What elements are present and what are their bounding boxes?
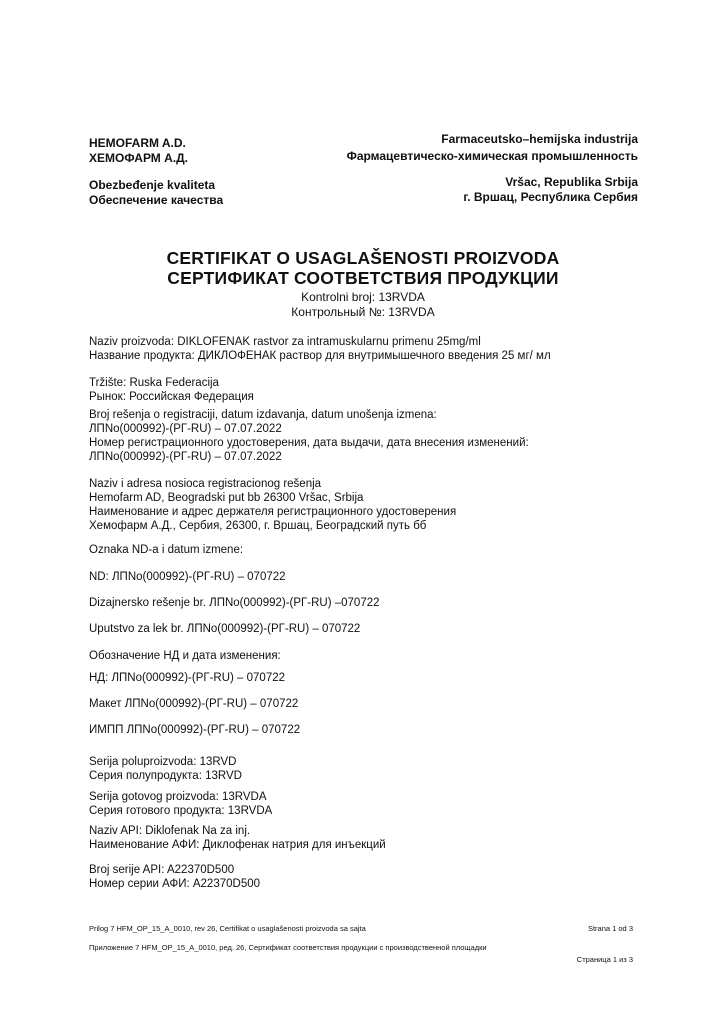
semi-product-batch-latin: Serija poluproizvoda: 13RVD (89, 756, 237, 768)
semi-product-batch-cyrillic: Серия полупродукта: 13RVD (89, 770, 242, 782)
holder-value-latin: Hemofarm AD, Beogradski put bb 26300 Vršac, Srbija (89, 492, 364, 504)
api-batch-cyrillic: Номер серии АФИ: A22370D500 (89, 878, 261, 890)
api-name-latin: Naziv API: Diklofenak Na za inj. (89, 825, 251, 837)
holder-value-cyrillic: Хемофарм А.Д., Сербия, 26300, г. Вршац, Београдский путь бб (89, 520, 427, 532)
product-name-cyrillic: Название продукта: ДИКЛОФЕНАК раствор для внутримышечного введения 25 мг/ мл (89, 350, 551, 362)
registration-label-cyrillic: Номер регистрационного удостоверения, дата выдачи, дата внесения изменений: (89, 437, 529, 449)
api-batch-latin: Broj serije API: A22370D500 (89, 864, 235, 876)
leaflet-latin: Uputstvo za lek br. ЛПNo(000992)-(РГ-RU) – 070722 (89, 623, 361, 635)
registration-label-latin: Broj rešenja o registraciji, datum izdavanja, datum unošenja izmena: (89, 409, 437, 421)
control-number-latin: Kontrolni broj: 13RVDA (301, 290, 425, 304)
industry-latin: Farmaceutsko–hemijska industrija (441, 132, 638, 146)
footer-reference-latin: Prilog 7 HFM_OP_15_A_0010, rev 26, Certifikat o usaglašenosti proizvoda sa sajta (89, 924, 366, 933)
nd-heading-latin: Oznaka ND-a i datum izmene: (89, 544, 244, 556)
product-name-latin: Naziv proizvoda: DIKLOFENAK rastvor za intramuskularnu primenu 25mg/ml (89, 336, 481, 348)
city-latin: Vršac, Republika Srbija (505, 175, 638, 189)
finished-product-batch-cyrillic: Серия готового продукта: 13RVDA (89, 805, 273, 817)
impp-cyrillic: ИМПП ЛПNo(000992)-(РГ-RU) – 070722 (89, 724, 301, 736)
company-name-latin: HEMOFARM A.D. (89, 136, 186, 150)
company-name-cyrillic: ХЕМОФАРМ А.Д. (89, 151, 189, 165)
certificate-title-cyrillic: СЕРТИФИКАТ СООТВЕТСТВИЯ ПРОДУКЦИИ (167, 268, 559, 288)
holder-label-cyrillic: Наименование и адрес держателя регистрационного удостоверения (89, 506, 457, 518)
mockup-cyrillic: Макет ЛПNo(000992)-(РГ-RU) – 070722 (89, 698, 299, 710)
nd-latin: ND: ЛПNo(000992)-(РГ-RU) – 070722 (89, 571, 286, 583)
design-solution-latin: Dizajnersko rešenje br. ЛПNo(000992)-(РГ-RU) –070722 (89, 597, 380, 609)
finished-product-batch-latin: Serija gotovog proizvoda: 13RVDA (89, 791, 267, 803)
footer-page-latin: Strana 1 od 3 (587, 924, 633, 933)
certificate-title-latin: CERTIFIKAT O USAGLAŠENOSTI PROIZVODA (166, 248, 560, 268)
registration-value-cyrillic: ЛПNo(000992)-(РГ-RU) – 07.07.2022 (89, 451, 282, 463)
city-cyrillic: г. Вршац, Республика Сербия (463, 190, 638, 204)
holder-label-latin: Naziv i adresa nosioca registracionog rešenja (89, 478, 322, 490)
department-latin: Obezbeđenje kvaliteta (89, 178, 216, 192)
control-number-cyrillic: Контрольный №: 13RVDA (291, 305, 435, 319)
registration-value-latin: ЛПNo(000992)-(РГ-RU) – 07.07.2022 (89, 423, 282, 435)
footer-page-cyrillic: Страница 1 из 3 (576, 955, 633, 964)
market-cyrillic: Рынок: Российская Федерация (89, 391, 254, 403)
footer-reference-cyrillic: Приложение 7 HFM_OP_15_A_0010, ред. 26, Сертификат соответствия продукции с производственной площадки (89, 943, 487, 952)
nd-heading-cyrillic: Обозначение НД и дата изменения: (89, 650, 281, 662)
nd-cyrillic: НД: ЛПNo(000992)-(РГ-RU) – 070722 (89, 672, 286, 684)
market-latin: Tržište: Ruska Federacija (89, 377, 219, 389)
api-name-cyrillic: Наименование АФИ: Диклофенак натрия для инъекций (89, 839, 386, 851)
industry-cyrillic: Фармацевтическо-химическая промышленность (346, 149, 638, 163)
department-cyrillic: Обеспечение качества (89, 193, 224, 207)
